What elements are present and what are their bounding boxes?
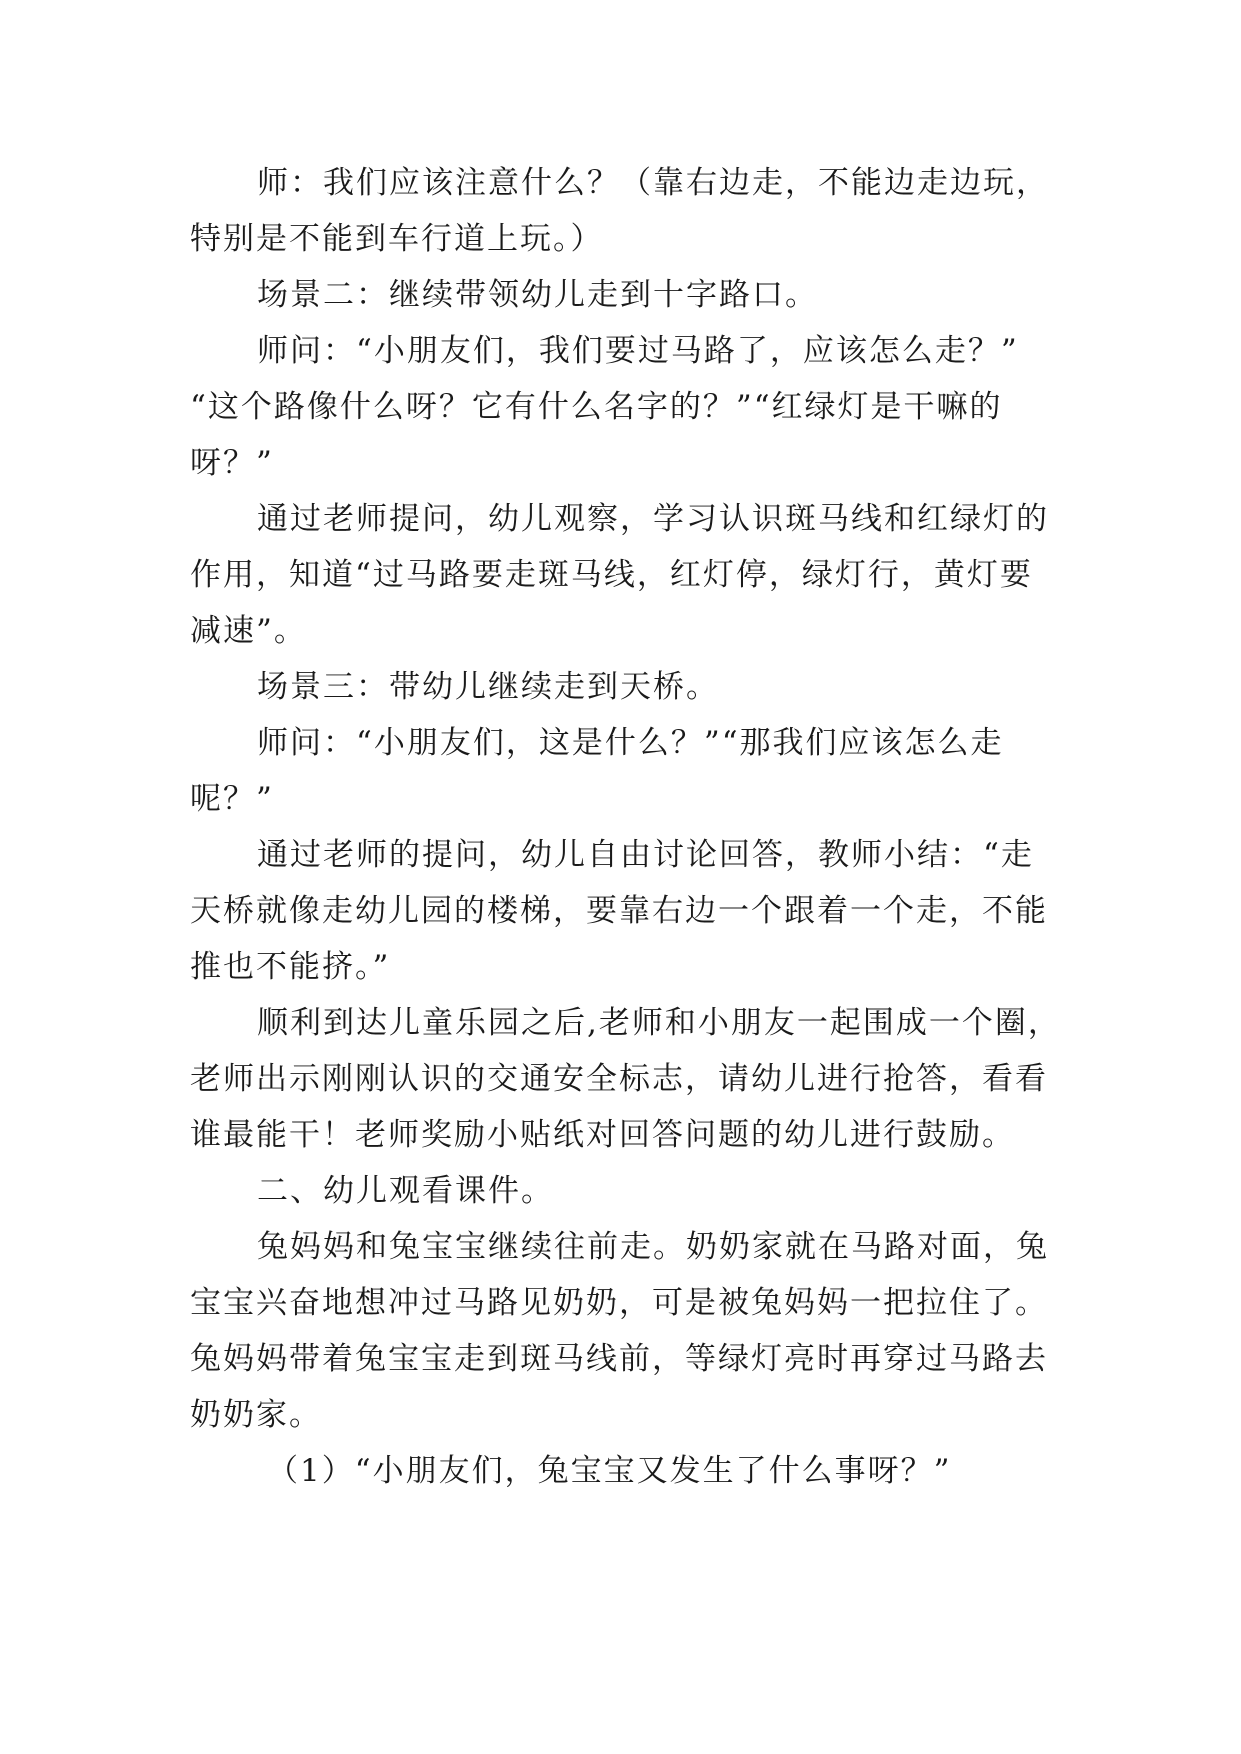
paragraph-4-line-1: 通过老师提问，幼儿观察，学习认识斑马线和红绿灯的	[257, 501, 1049, 537]
paragraph-11-line-1: （1）“小朋友们，兔宝宝又发生了什么事呀？”	[267, 1453, 952, 1489]
paragraph-4-line-3: 减速”。	[190, 613, 307, 649]
paragraph-4-line-2: 作用，知道“过马路要走斑马线，红灯停，绿灯行，黄灯要	[190, 557, 1033, 593]
paragraph-2-line-1: 场景二：继续带领幼儿走到十字路口。	[257, 277, 818, 313]
paragraph-5-line-1: 场景三：带幼儿继续走到天桥。	[257, 669, 719, 705]
paragraph-10-line-1: 兔妈妈和兔宝宝继续往前走。奶奶家就在马路对面，兔	[257, 1229, 1049, 1265]
paragraph-3-line-2: “这个路像什么呀？它有什么名字的？”“红绿灯是干嘛的	[190, 389, 1003, 425]
paragraph-6-line-1: 师问：“小朋友们，这是什么？”“那我们应该怎么走	[257, 725, 1004, 761]
paragraph-3-line-3: 呀？”	[190, 445, 274, 481]
paragraph-7-line-3: 推也不能挤。”	[190, 949, 391, 985]
paragraph-7-line-2: 天桥就像走幼儿园的楼梯，要靠右边一个跟着一个走，不能	[190, 893, 1048, 929]
paragraph-8-line-3: 谁最能干！老师奖励小贴纸对回答问题的幼儿进行鼓励。	[190, 1117, 1015, 1153]
paragraph-10-line-3: 兔妈妈带着兔宝宝走到斑马线前，等绿灯亮时再穿过马路去	[190, 1341, 1048, 1377]
paragraph-3-line-1: 师问：“小朋友们，我们要过马路了，应该怎么走？”	[257, 333, 1019, 369]
paragraph-8-line-1: 顺利到达儿童乐园之后,老师和小朋友一起围成一个圈，	[257, 1005, 1061, 1041]
paragraph-1-line-2: 特别是不能到车行道上玩。）	[190, 221, 604, 257]
paragraph-7-line-1: 通过老师的提问，幼儿自由讨论回答，教师小结：“走	[257, 837, 1034, 873]
paragraph-6-line-2: 呢？”	[190, 781, 274, 817]
paragraph-1-line-1: 师：我们应该注意什么？（靠右边走，不能边走边玩，	[257, 165, 1049, 201]
paragraph-10-line-2: 宝宝兴奋地想冲过马路见奶奶，可是被兔妈妈一把拉住了。	[190, 1285, 1048, 1321]
paragraph-8-line-2: 老师出示刚刚认识的交通安全标志，请幼儿进行抢答，看看	[190, 1061, 1048, 1097]
paragraph-10-line-4: 奶奶家。	[190, 1397, 322, 1433]
paragraph-9-line-1: 二、幼儿观看课件。	[257, 1173, 554, 1209]
